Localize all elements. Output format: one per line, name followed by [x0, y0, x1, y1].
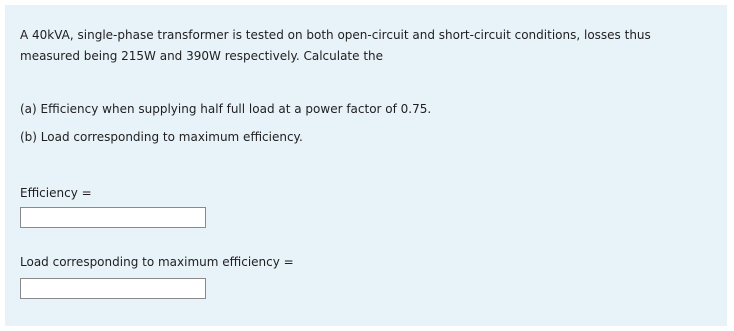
question-panel — [5, 5, 727, 326]
part-a-text: (a) Efficiency when supplying half full load at a power factor of 0.75. — [20, 102, 432, 116]
question-text: A 40kVA, single-phase transformer is tested on both open-circuit and short-circuit conditions, losses thus measured being 215W and 390W respectively. Calculate the — [20, 28, 651, 63]
efficiency-label: Efficiency = — [20, 186, 92, 200]
efficiency-input[interactable] — [20, 207, 206, 228]
max-efficiency-load-label: Load corresponding to maximum efficiency = — [20, 255, 294, 269]
part-b-text: (b) Load corresponding to maximum efficiency. — [20, 130, 303, 144]
max-efficiency-load-input[interactable] — [20, 278, 206, 299]
